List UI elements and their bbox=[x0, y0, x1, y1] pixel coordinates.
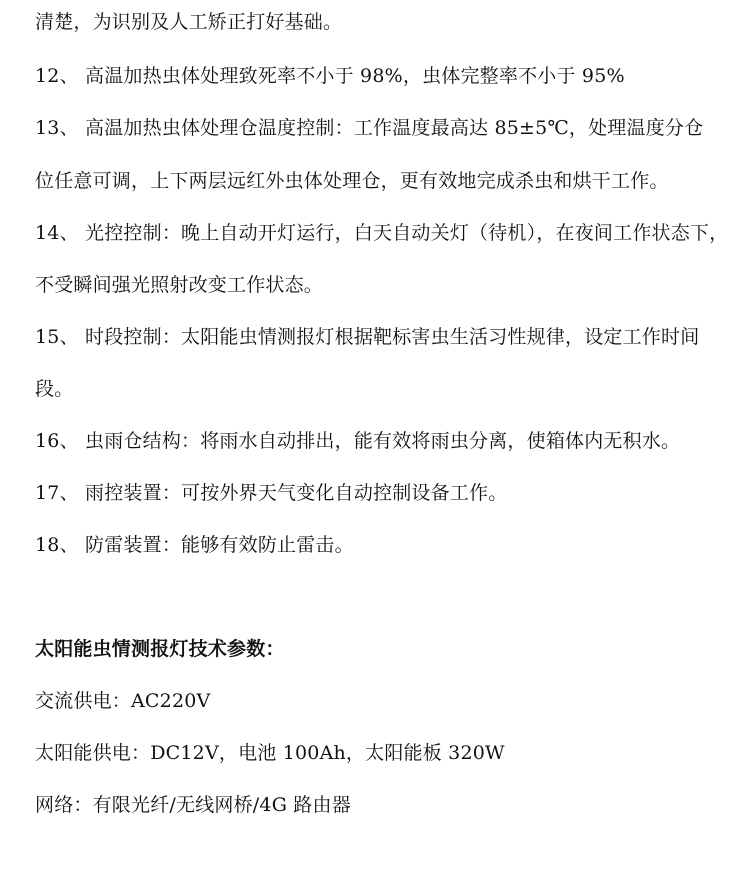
continuation-line: 清楚，为识别及人工矫正打好基础。 bbox=[35, 11, 343, 33]
param-solar-power: 太阳能供电：DC12V，电池 100Ah，太阳能板 320W bbox=[35, 742, 505, 764]
item-12: 12、 高温加热虫体处理致死率不小于 98%，虫体完整率不小于 95% bbox=[35, 65, 625, 87]
item-15-line-1: 15、 时段控制：太阳能虫情测报灯根据靶标害虫生活习性规律，设定工作时间 bbox=[35, 326, 700, 348]
param-ac-power: 交流供电：AC220V bbox=[35, 690, 211, 712]
item-15-line-2: 段。 bbox=[35, 378, 74, 400]
item-16: 16、 虫雨仓结构：将雨水自动排出，能有效将雨虫分离，使箱体内无积水。 bbox=[35, 430, 681, 452]
params-heading: 太阳能虫情测报灯技术参数： bbox=[35, 638, 285, 660]
item-17: 17、 雨控装置：可按外界天气变化自动控制设备工作。 bbox=[35, 482, 508, 504]
item-14-line-1: 14、 光控控制：晚上自动开灯运行，白天自动关灯（待机），在夜间工作状态下， bbox=[35, 222, 729, 244]
item-18: 18、 防雷装置：能够有效防止雷击。 bbox=[35, 534, 354, 556]
item-14-line-2: 不受瞬间强光照射改变工作状态。 bbox=[35, 274, 324, 296]
param-network: 网络：有限光纤/无线网桥/4G 路由器 bbox=[35, 794, 351, 816]
item-13-line-1: 13、 高温加热虫体处理仓温度控制：工作温度最高达 85±5℃，处理温度分仓 bbox=[35, 117, 704, 139]
item-13-line-2: 位任意可调，上下两层远红外虫体处理仓，更有效地完成杀虫和烘干工作。 bbox=[35, 170, 669, 192]
